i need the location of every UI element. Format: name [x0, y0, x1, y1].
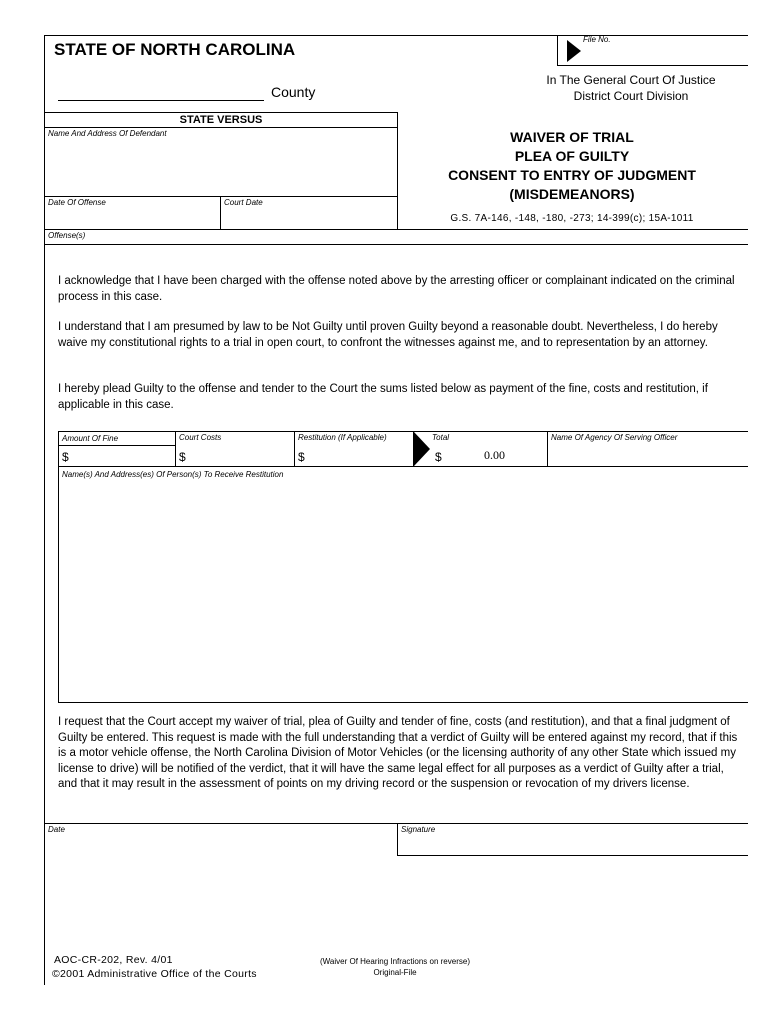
court-line-1: In The General Court Of Justice [546, 73, 716, 87]
form-title-line-3: CONSENT TO ENTRY OF JUDGMENT [448, 167, 696, 183]
state-heading: STATE OF NORTH CAROLINA [54, 40, 296, 59]
defendant-input[interactable] [48, 140, 393, 195]
col-divider-2 [294, 431, 295, 466]
guilty-plea-paragraph: I hereby plead Guilty to the offense and tender to the Court the sums listed below as payment of the fine, costs and restitution, if applicable in this case. [58, 383, 708, 411]
offenses-label: Offense(s) [48, 231, 86, 240]
date-of-offense-label: Date Of Offense [48, 198, 106, 207]
county-label: County [271, 84, 316, 100]
restitution-recipients-label: Name(s) And Address(es) Of Person(s) To Receive Restitution [62, 470, 284, 479]
signature-input[interactable] [401, 836, 746, 853]
offenses-bottom-line [44, 244, 748, 245]
top-border [44, 35, 748, 36]
restitution-input[interactable] [310, 448, 410, 464]
county-input[interactable] [60, 82, 262, 99]
form-title-line-4: (MISDEMEANORS) [509, 186, 635, 202]
copy-note: Original-File [373, 968, 417, 977]
date-of-offense-input[interactable] [48, 210, 216, 227]
total-input[interactable] [484, 447, 544, 464]
court-date-input[interactable] [224, 210, 394, 227]
county-line [58, 100, 264, 101]
court-costs-dollar-sign: $ [179, 450, 186, 464]
signature-bottom-line [397, 855, 748, 856]
col-divider-4 [547, 431, 548, 466]
form-code: AOC-CR-202, Rev. 4/01 [54, 954, 173, 966]
rights-waiver-paragraph: I understand that I am presumed by law to be Not Guilty until proven Guilty beyond a reasonable doubt. Nevertheless, I do hereby waive my constitutional rights to a trial in open court, to confront the witnesses against me, and to representation by an attorney. [58, 321, 718, 349]
acknowledgement-paragraph: I acknowledge that I have been charged with the offense noted above by the arresting officer or complainant indicated on the criminal process in this case. [58, 275, 735, 303]
payment-row-line [58, 466, 748, 467]
left-border [44, 35, 45, 985]
court-line-2: District Court Division [573, 89, 689, 103]
date-input[interactable] [48, 836, 393, 853]
total-dollar-sign: $ [435, 450, 442, 464]
file-no-box-left [557, 35, 558, 65]
agency-input[interactable] [551, 447, 746, 464]
offenses-input[interactable] [100, 230, 740, 244]
versus-top-line [44, 112, 398, 113]
court-costs-input[interactable] [191, 448, 291, 464]
form-title-line-2: PLEA OF GUILTY [514, 148, 630, 164]
form-title-line-1: WAIVER OF TRIAL [510, 129, 634, 145]
offense-date-row-line [44, 196, 398, 197]
court-name [531, 72, 731, 104]
copyright: ©2001 Administrative Office of the Courts [52, 968, 257, 980]
amount-of-fine-label: Amount Of Fine [62, 434, 119, 443]
fine-dollar-sign: $ [62, 450, 69, 464]
restitution-dollar-sign: $ [298, 450, 305, 464]
total-label: Total [432, 433, 450, 442]
fine-input[interactable] [74, 448, 172, 464]
state-versus-heading: STATE VERSUS [179, 114, 263, 126]
total-arrow-icon [414, 432, 430, 466]
col-divider-1 [175, 431, 176, 466]
signature-top-line [44, 823, 748, 824]
file-no-input[interactable] [600, 46, 745, 62]
agency-label: Name Of Agency Of Serving Officer [551, 433, 678, 442]
court-date-label: Court Date [224, 198, 263, 207]
date-label: Date [48, 825, 65, 834]
statute-reference: G.S. 7A-146, -148, -180, -273; 14-399(c); 15A-1011 [450, 213, 694, 224]
form-title [398, 128, 746, 204]
request-paragraph: I request that the Court accept my waiver of trial, plea of Guilty and tender of fine, costs (and restitution), and that a final judgment of Guilty be entered. This request is made with the full understanding that a verdict of Guilty will be entered against my record, that if this is a motor vehicle offense, the North Carolina Division of Motor Vehicles (or the licensing authority of any other State which issued my license to drive) will be notified of the verdict, that it will have the same legal effect for all purposes as a verdict of Guilty after a trial, and that it may result in the assessment of points on my driving record or the suspension or revocation of my drivers license. [58, 716, 738, 790]
restitution-recipients-input[interactable] [62, 482, 744, 700]
fine-label-underline [58, 445, 175, 446]
reverse-note: (Waiver Of Hearing Infractions on reverse) [320, 957, 470, 966]
file-no-box-bottom [557, 65, 748, 66]
defendant-label: Name And Address Of Defendant [48, 129, 167, 138]
signature-divider [397, 823, 398, 856]
court-costs-label: Court Costs [179, 433, 222, 442]
offense-date-divider [220, 196, 221, 230]
caption-top-line [44, 127, 398, 128]
file-no-label: File No. [583, 35, 611, 44]
restitution-label: Restitution (If Applicable) [298, 433, 387, 442]
file-no-arrow-icon [567, 40, 581, 62]
signature-label: Signature [401, 825, 436, 834]
